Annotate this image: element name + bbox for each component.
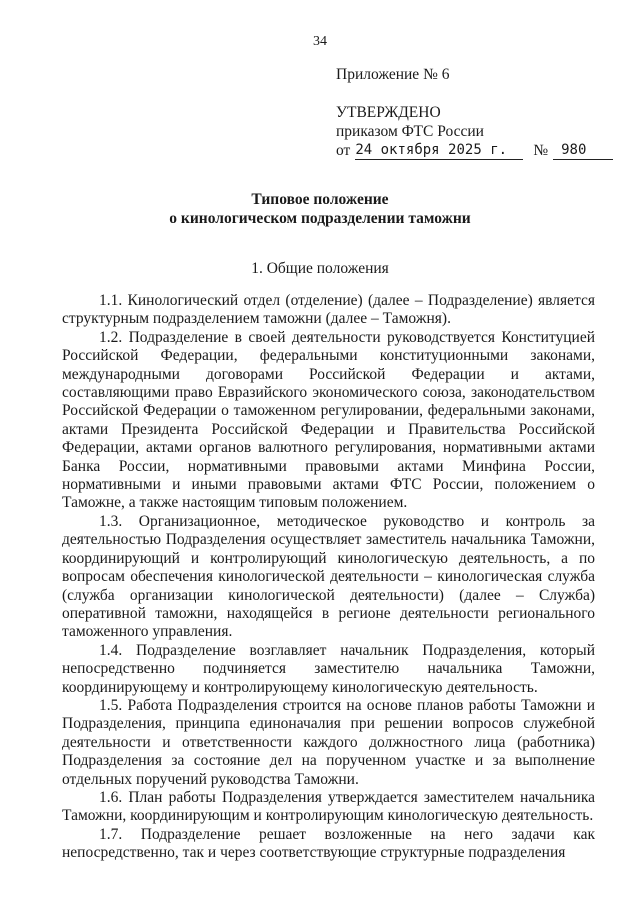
approval-block <box>336 103 613 160</box>
approved-by-order: приказом ФТС России <box>336 123 484 140</box>
document-title-line-1: Типовое положение <box>251 191 389 208</box>
paragraph-1-2: 1.2. Подразделение в своей деятельности руководствуется Конституцией Российской Федерации, федеральными конституционными законами, международными договорами Российской Федерации и актами, составляющими право Евразийского экономического союза, законодательством Российской Федерации о таможенном регулировании, федеральными законами, актами Президента Российской Федерации и Правительства Российской Федерации, актами органов валютного регулирования, нормативными актами Банка России, нормативными правовыми актами Минфина России, нормативными и иными правовыми актами ФТС России, положением о Таможне, а также настоящим типовым положением. <box>62 328 595 512</box>
section-heading: 1. Общие положения <box>251 260 389 277</box>
paragraph-1-3: 1.3. Организационное, методическое руководство и контроль за деятельностью Подразделения осуществляет заместитель начальника Таможни, координирующий и контролирующий кинологическую деятельность, а по вопросам обеспечения кинологической деятельности – кинологическая служба (служба организации кинологической деятельности) (далее – Служба) оперативной таможни, находящейся в регионе деятельности регионального таможенного управления. <box>62 512 595 641</box>
date-prefix: от <box>336 142 351 159</box>
document-title-line-2: о кинологическом подразделении таможни <box>169 210 471 227</box>
paragraph-1-5: 1.5. Работа Подразделения строится на основе планов работы Таможни и Подразделения, принципа единоначалия при решении вопросов служебной деятельности и ответственности каждого должностного лица (работника) Подразделения за состояние дел на порученном участке и за выполнение отдельных поручений руководства Таможни. <box>62 696 595 788</box>
order-date: 24 октября 2025 г. <box>355 142 523 160</box>
paragraph-1-6: 1.6. План работы Подразделения утверждается заместителем начальника Таможни, координирующим и контролирующим кинологическую деятельность. <box>62 788 595 825</box>
paragraph-1-1: 1.1. Кинологический отдел (отделение) (далее – Подразделение) является структурным подразделением таможни (далее – Таможня). <box>62 292 595 328</box>
document-title <box>0 190 640 228</box>
paragraph-1-7: 1.7. Подразделение решает возложенные на него задачи как непосредственно, так и через соответствующие структурные подразделения <box>62 825 595 862</box>
page-number: 34 <box>313 34 327 49</box>
order-date-number-line <box>336 141 613 160</box>
paragraph-1-4: 1.4. Подразделение возглавляет начальник Подразделения, который непосредственно подчиняется заместителю начальника Таможни, координирующему и контролирующему кинологическую деятельность. <box>62 641 595 696</box>
order-number: 980 <box>553 142 613 160</box>
order-number-label: № <box>533 142 549 159</box>
approved-stamp-text: УТВЕРЖДЕНО <box>336 104 441 121</box>
appendix-label: Приложение № 6 <box>336 66 450 83</box>
body-text <box>62 292 595 863</box>
